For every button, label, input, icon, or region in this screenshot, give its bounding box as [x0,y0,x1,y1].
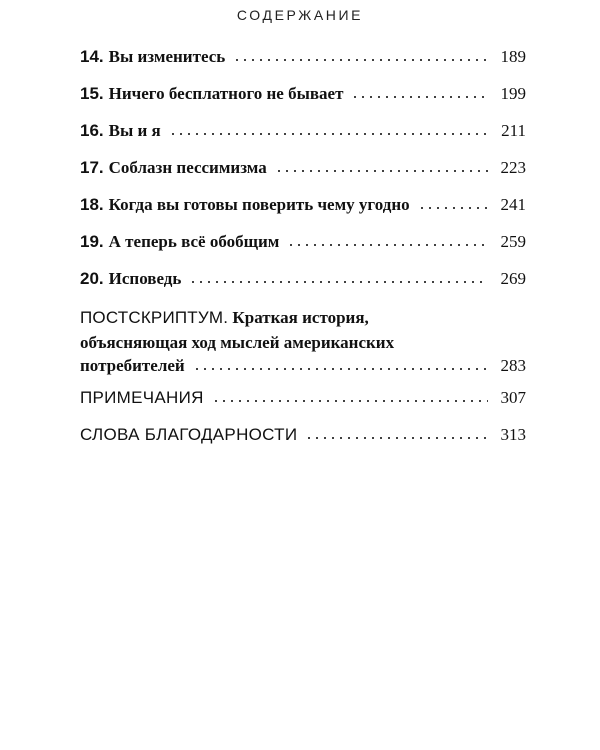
chapter-title: Когда вы готовы поверить чему угодно [108,195,410,214]
dot-leader [305,437,488,439]
page-number: 259 [500,232,526,251]
postscript-subtitle-part-3: потребителей [80,356,185,375]
section-title: ПРИМЕЧАНИЯ [80,388,204,407]
chapter-number: 17. [80,158,104,177]
dot-leader [418,207,488,209]
page-number: 313 [500,425,526,444]
page-number: 241 [500,195,526,214]
chapter-title: Вы и я [108,121,161,140]
chapter-number: 18. [80,195,104,214]
toc-entry-chapter-15[interactable] [80,83,526,105]
page-number: 223 [500,158,526,177]
toc-entry-chapter-19[interactable] [80,231,526,253]
toc-entry-chapter-18[interactable] [80,194,526,216]
toc-entry-chapter-17[interactable] [80,157,526,179]
dot-leader [233,59,488,61]
chapter-number: 14. [80,47,104,66]
chapter-title: Исповедь [108,269,182,288]
chapter-number: 16. [80,121,104,140]
chapter-title: А теперь всё обобщим [108,232,280,251]
toc-entry-postscript[interactable] [80,305,526,377]
page-number: 189 [500,47,526,66]
dot-leader [351,96,488,98]
chapter-title: Вы изменитесь [108,47,226,66]
dot-leader [275,170,488,172]
toc-entry-chapter-20[interactable] [80,268,526,290]
postscript-title-line-1 [80,305,526,330]
dot-leader [193,368,488,370]
chapter-title: Ничего бесплатного не бывает [108,84,344,103]
toc-entry-notes[interactable] [80,387,526,409]
toc-entry-acknowledgements[interactable] [80,424,526,446]
dot-leader [169,133,488,135]
toc-entry-chapter-14[interactable] [80,46,526,68]
page-number: 307 [500,388,526,407]
page-number: 283 [500,356,526,375]
toc-entry-chapter-16[interactable] [80,120,526,142]
chapter-number: 19. [80,232,104,251]
postscript-subtitle-part-1: Краткая история, [232,308,369,327]
dot-leader [212,400,488,402]
postscript-title-line-2: объясняющая ход мыслей американских [80,333,395,352]
table-of-contents [80,46,526,461]
dot-leader [189,281,488,283]
page-number: 211 [501,121,526,140]
page-number: 199 [500,84,526,103]
dot-leader [287,244,488,246]
chapter-number: 15. [80,84,104,103]
section-title: СЛОВА БЛАГОДАРНОСТИ [80,425,298,444]
postscript-label: ПОСТСКРИПТУМ. [80,308,229,327]
running-head: СОДЕРЖАНИЕ [236,7,364,23]
chapter-number: 20. [80,269,104,288]
chapter-title: Соблазн пессимизма [108,158,267,177]
postscript-title-line-3 [80,355,526,377]
page-number: 269 [500,269,526,288]
